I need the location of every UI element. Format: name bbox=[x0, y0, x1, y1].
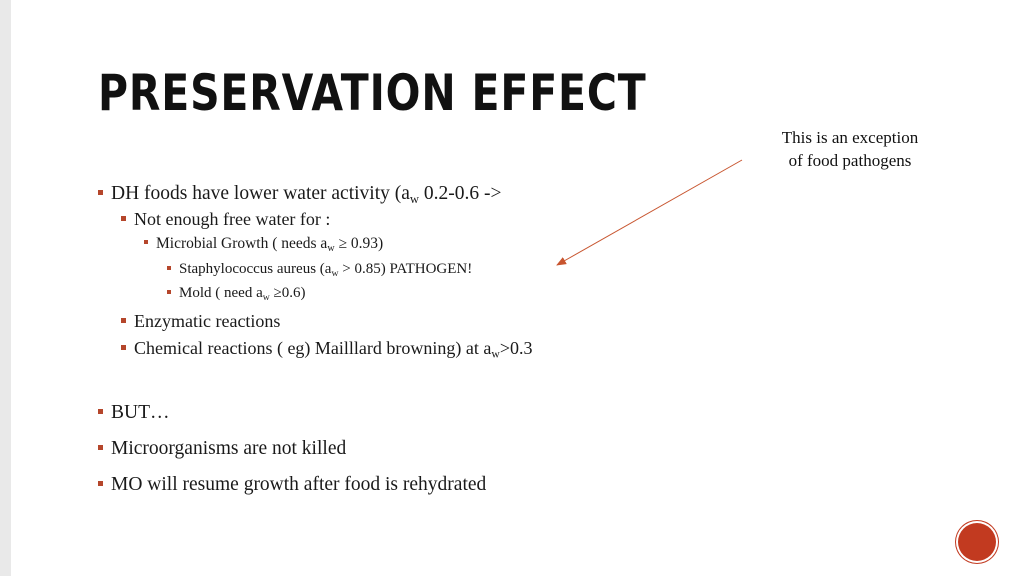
bullet-text: Chemical reactions ( eg) Mailllard browning) at a bbox=[134, 338, 492, 358]
bullet-marker-icon bbox=[98, 481, 103, 486]
bullet-text: DH foods have lower water activity (a bbox=[111, 183, 410, 204]
bullet-item-level-2 bbox=[121, 311, 280, 332]
bullet-item-level-1 bbox=[98, 183, 502, 205]
bullet-marker-icon bbox=[98, 190, 103, 195]
bullet-marker-icon bbox=[167, 290, 171, 294]
bullet-text: BUT… bbox=[111, 402, 170, 423]
bullet-text-suffix: 0.2-0.6 -> bbox=[419, 183, 502, 204]
bullet-text: Staphylococcus aureus (a bbox=[179, 261, 332, 277]
bullet-marker-icon bbox=[121, 216, 126, 221]
bullet-item-level-4 bbox=[167, 285, 306, 302]
bullet-item-level-1 bbox=[98, 474, 486, 496]
bullet-subscript: w bbox=[262, 291, 270, 303]
callout-note bbox=[750, 126, 950, 172]
bullet-item-level-3 bbox=[144, 235, 383, 253]
left-edge-bar bbox=[0, 0, 11, 576]
bullet-marker-icon bbox=[121, 345, 126, 350]
bullet-marker-icon bbox=[121, 318, 126, 323]
bullet-text-suffix: > 0.85) PATHOGEN! bbox=[338, 261, 473, 277]
slide-title: PRESERVATION EFFECT bbox=[98, 64, 647, 122]
bullet-text: Enzymatic reactions bbox=[134, 311, 281, 331]
bullet-text: Microbial Growth ( needs a bbox=[156, 235, 328, 252]
bullet-item-level-4 bbox=[167, 261, 472, 278]
bullet-marker-icon bbox=[167, 266, 171, 270]
bullet-subscript: w bbox=[327, 243, 335, 255]
bullet-item-level-1 bbox=[98, 438, 346, 460]
arrow-line bbox=[557, 160, 742, 265]
bullet-text: Mold ( need a bbox=[179, 285, 263, 301]
callout-line-1: This is an exception bbox=[781, 128, 919, 147]
bullet-marker-icon bbox=[144, 240, 148, 244]
bullet-text-suffix: ≥ 0.93) bbox=[334, 235, 384, 252]
bullet-subscript: w bbox=[491, 347, 500, 361]
bullet-subscript: w bbox=[409, 191, 420, 206]
bullet-item-level-1 bbox=[98, 402, 170, 424]
bullet-marker-icon bbox=[98, 409, 103, 414]
bullet-text-suffix: >0.3 bbox=[499, 338, 533, 358]
bullet-subscript: w bbox=[331, 267, 339, 279]
bullet-text-suffix: ≥0.6) bbox=[269, 285, 306, 301]
bullet-text: Not enough free water for : bbox=[134, 209, 331, 229]
bullet-item-level-2 bbox=[121, 338, 532, 359]
bullet-text: Microorganisms are not killed bbox=[111, 438, 347, 459]
callout-line-2: of food pathogens bbox=[788, 151, 912, 170]
bullet-item-level-2 bbox=[121, 209, 330, 230]
logo-icon bbox=[958, 523, 996, 561]
bullet-text: MO will resume growth after food is rehydrated bbox=[111, 474, 487, 495]
bullet-marker-icon bbox=[98, 445, 103, 450]
